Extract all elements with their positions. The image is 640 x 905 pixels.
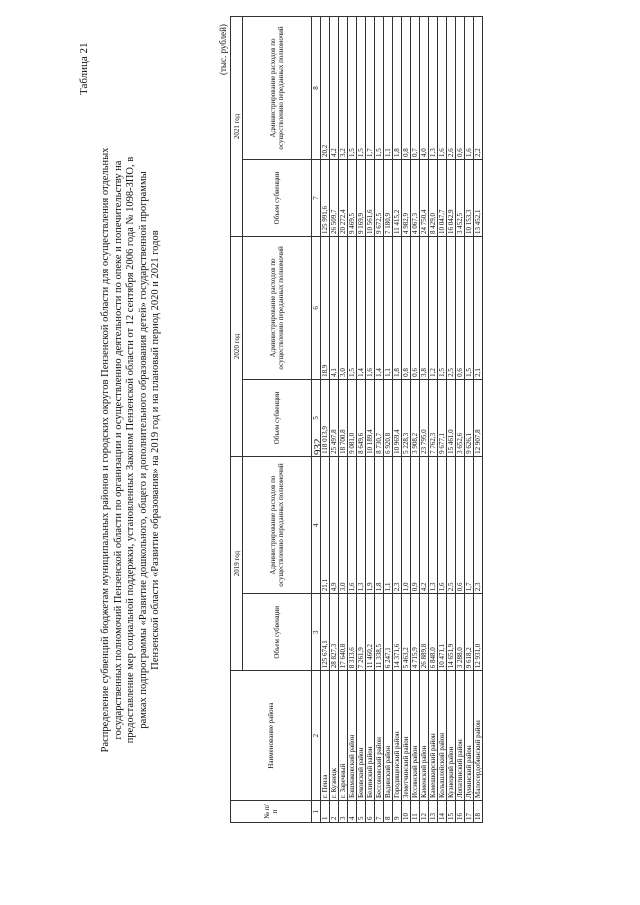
- col-number: 8: [312, 17, 321, 160]
- header-year-2020: 2020 год: [231, 236, 243, 456]
- volume-2019: 7 261,9: [357, 594, 366, 671]
- admin-2021: 1,1: [384, 17, 393, 160]
- row-number: 11: [411, 801, 420, 823]
- admin-2021: 1,6: [465, 17, 474, 160]
- col-number: 4: [312, 456, 321, 593]
- volume-2020: 10 189,4: [366, 379, 375, 456]
- admin-2019: 4,2: [420, 456, 429, 593]
- admin-2020: 1,4: [375, 236, 384, 379]
- header-num: № п/п: [231, 801, 312, 823]
- volume-2020: 8 730,7: [375, 379, 384, 456]
- admin-2020: 1,5: [438, 236, 447, 379]
- volume-2019: 12 931,0: [474, 594, 483, 671]
- admin-2020: 1,1: [384, 236, 393, 379]
- admin-2019: 2,3: [393, 456, 402, 593]
- admin-2021: 1,8: [393, 17, 402, 160]
- volume-2019: 9 618,2: [465, 594, 474, 671]
- table-row: [321, 17, 330, 823]
- header-volume-2021: Объем субвенции: [243, 159, 312, 236]
- district-name: Колышлейский район: [438, 671, 447, 801]
- volume-2021: 13 452,1: [474, 159, 483, 236]
- row-number: 2: [330, 801, 339, 823]
- admin-2021: 3,2: [339, 17, 348, 160]
- district-name: Каменский район: [420, 671, 429, 801]
- header-admin-2019: Администрирование расходов по осуществлению переданных полномочий: [243, 456, 312, 593]
- admin-2020: 0,6: [456, 236, 465, 379]
- admin-2020: 2,1: [474, 236, 483, 379]
- volume-2019: 14 371,6: [393, 594, 402, 671]
- table-row: [339, 17, 348, 823]
- volume-2019: 125 674,1: [321, 594, 330, 671]
- admin-2019: 2,5: [447, 456, 456, 593]
- admin-2019: 2,3: [474, 456, 483, 593]
- header-admin-2021: Администрирование расходов по осуществлению переданных полномочий: [243, 17, 312, 160]
- volume-2020: 9 626,1: [465, 379, 474, 456]
- row-number: 5: [357, 801, 366, 823]
- admin-2020: 3,8: [420, 236, 429, 379]
- admin-2021: 0,6: [456, 17, 465, 160]
- admin-2020: 1,5: [348, 236, 357, 379]
- row-number: 9: [393, 801, 402, 823]
- volume-2020: 12 907,8: [474, 379, 483, 456]
- district-name: г. Пенза: [321, 671, 330, 801]
- row-number: 10: [402, 801, 411, 823]
- table-row: [456, 17, 465, 823]
- volume-2019: 28 827,3: [330, 594, 339, 671]
- district-name: Белинский район: [366, 671, 375, 801]
- row-number: 1: [321, 801, 330, 823]
- row-number: 14: [438, 801, 447, 823]
- volume-2021: 9 469,5: [348, 159, 357, 236]
- header-volume-2020: Объем субвенции: [243, 379, 312, 456]
- col-number: 7: [312, 159, 321, 236]
- volume-2020: 15 461,0: [447, 379, 456, 456]
- admin-2020: 1,8: [393, 236, 402, 379]
- admin-2021: 0,8: [402, 17, 411, 160]
- volume-2021: 9 169,9: [357, 159, 366, 236]
- district-name: г. Заречный: [339, 671, 348, 801]
- header-district: Наименование района: [231, 671, 312, 801]
- admin-2019: 1,3: [429, 456, 438, 593]
- admin-2020: 1,5: [465, 236, 474, 379]
- volume-2021: 3 452,5: [456, 159, 465, 236]
- volume-2019: 4 715,9: [411, 594, 420, 671]
- volume-2021: 10 047,7: [438, 159, 447, 236]
- table-row: [411, 17, 420, 823]
- table-row: [429, 17, 438, 823]
- district-name: г. Кузнецк: [330, 671, 339, 801]
- admin-2019: 1,6: [438, 456, 447, 593]
- document-title: Распределение субвенций бюджетам муниципальных районов и городских округов Пензенской области для осуществления отдельных государственных полномочий Пензенской области по организации и осуществлению деятельности по опеке и попечительству на предоставление мер социальной поддержки, установленных Законом Пензенской области от 12 сентября 2006 года № 1098-ЗПО, в рамках подпрограммы «Развитие дошкольного, общего и дополнительного образования детей» государственной программы Пензенской области «Развитие образования» на 2019 год и на плановый период 2020 и 2021 годов: [100, 147, 162, 753]
- table-row: [375, 17, 384, 823]
- volume-2019: 14 651,9: [447, 594, 456, 671]
- volume-2021: 8 429,0: [429, 159, 438, 236]
- table-row: [384, 17, 393, 823]
- admin-2021: 2,2: [474, 17, 483, 160]
- volume-2021: 7 180,9: [384, 159, 393, 236]
- header-row-years: [231, 17, 243, 823]
- admin-2019: 1,0: [402, 456, 411, 593]
- district-name: Иссинский район: [411, 671, 420, 801]
- admin-2021: 1,7: [366, 17, 375, 160]
- col-number: 6: [312, 236, 321, 379]
- volume-2019: 17 640,8: [339, 594, 348, 671]
- district-name: Лопатинский район: [456, 671, 465, 801]
- table-row: [474, 17, 483, 823]
- admin-2021: 4,0: [420, 17, 429, 160]
- admin-2020: 4,1: [330, 236, 339, 379]
- row-number: 13: [429, 801, 438, 823]
- volume-2021: 20 272,4: [339, 159, 348, 236]
- admin-2020: 2,5: [447, 236, 456, 379]
- admin-2020: 1,6: [366, 236, 375, 379]
- district-name: Башмаковский район: [348, 671, 357, 801]
- volume-2020: 9 677,1: [438, 379, 447, 456]
- volume-2021: 4 067,3: [411, 159, 420, 236]
- volume-2019: 26 889,8: [420, 594, 429, 671]
- volume-2021: 26 509,7: [330, 159, 339, 236]
- volume-2020: 18 700,8: [339, 379, 348, 456]
- admin-2021: 2,6: [447, 17, 456, 160]
- district-name: Вадинский район: [384, 671, 393, 801]
- col-number: 5: [312, 379, 321, 456]
- row-number: 4: [348, 801, 357, 823]
- volume-2019: 8 313,6: [348, 594, 357, 671]
- table-row: [447, 17, 456, 823]
- admin-2021: 20,2: [321, 17, 330, 160]
- row-number: 16: [456, 801, 465, 823]
- table-body: [321, 17, 483, 823]
- district-name: Кузнецкий район: [447, 671, 456, 801]
- admin-2019: 1,6: [348, 456, 357, 593]
- volume-2019: 5 463,2: [402, 594, 411, 671]
- table-row: [330, 17, 339, 823]
- district-name: Малосердобинский район: [474, 671, 483, 801]
- volume-2021: 9 672,5: [375, 159, 384, 236]
- admin-2019: 1,8: [375, 456, 384, 593]
- volume-2021: 4 982,9: [402, 159, 411, 236]
- units-label: (тыс. рублей): [218, 24, 228, 75]
- volume-2020: 9 081,0: [348, 379, 357, 456]
- table-row: [438, 17, 447, 823]
- row-number: 15: [447, 801, 456, 823]
- admin-2020: 1,2: [429, 236, 438, 379]
- admin-2019: 4,9: [330, 456, 339, 593]
- header-admin-2020: Администрирование расходов по осуществлению переданных полномочий: [243, 236, 312, 379]
- table-row: [420, 17, 429, 823]
- header-year-2021: 2021 год: [231, 17, 243, 237]
- row-number: 3: [339, 801, 348, 823]
- table-row: [465, 17, 474, 823]
- row-number: 8: [384, 801, 393, 823]
- table-row: [357, 17, 366, 823]
- column-number-row: [312, 17, 321, 823]
- table-row: [348, 17, 357, 823]
- table-label: Таблица 21: [78, 42, 90, 95]
- header-year-2019: 2019 год: [231, 456, 243, 670]
- volume-2020: 25 497,8: [330, 379, 339, 456]
- volume-2019: 10 471,1: [438, 594, 447, 671]
- header-volume-2019: Объем субвенции: [243, 594, 312, 671]
- admin-2019: 1,3: [357, 456, 366, 593]
- volume-2020: 3 652,6: [456, 379, 465, 456]
- row-number: 17: [465, 801, 474, 823]
- volume-2020: 7 762,3: [429, 379, 438, 456]
- admin-2020: 3,0: [339, 236, 348, 379]
- volume-2021: 11 415,2: [393, 159, 402, 236]
- admin-2020: 0,8: [402, 236, 411, 379]
- subvention-table: [230, 16, 483, 823]
- table-row: [402, 17, 411, 823]
- volume-2021: 24 750,4: [420, 159, 429, 236]
- volume-2020: 23 795,0: [420, 379, 429, 456]
- admin-2020: 0,6: [411, 236, 420, 379]
- col-number: 2: [312, 671, 321, 801]
- row-number: 18: [474, 801, 483, 823]
- volume-2021: 10 561,6: [366, 159, 375, 236]
- district-name: Бековский район: [357, 671, 366, 801]
- volume-2020: 8 649,6: [357, 379, 366, 456]
- admin-2021: 1,3: [429, 17, 438, 160]
- admin-2019: 1,9: [366, 456, 375, 593]
- admin-2019: 1,7: [465, 456, 474, 593]
- district-name: Бессоновский район: [375, 671, 384, 801]
- col-number: 1: [312, 801, 321, 823]
- volume-2019: 3 288,0: [456, 594, 465, 671]
- admin-2021: 1,6: [438, 17, 447, 160]
- district-name: Городищенский район: [393, 671, 402, 801]
- volume-2019: 11 338,5: [375, 594, 384, 671]
- admin-2019: 21,1: [321, 456, 330, 593]
- col-number: 3: [312, 594, 321, 671]
- admin-2021: 4,2: [330, 17, 339, 160]
- volume-2020: 10 969,4: [393, 379, 402, 456]
- admin-2019: 0,6: [456, 456, 465, 593]
- volume-2021: 125 991,6: [321, 159, 330, 236]
- row-number: 7: [375, 801, 384, 823]
- volume-2020: 118 013,9: [321, 379, 330, 456]
- admin-2021: 1,5: [348, 17, 357, 160]
- district-name: Земетчинский район: [402, 671, 411, 801]
- admin-2020: 18,9: [321, 236, 330, 379]
- district-name: Лунинский район: [465, 671, 474, 801]
- volume-2021: 10 153,3: [465, 159, 474, 236]
- admin-2021: 0,7: [411, 17, 420, 160]
- row-number: 6: [366, 801, 375, 823]
- volume-2019: 6 247,1: [384, 594, 393, 671]
- admin-2019: 0,9: [411, 456, 420, 593]
- row-number: 12: [420, 801, 429, 823]
- admin-2021: 1,5: [357, 17, 366, 160]
- table-row: [366, 17, 375, 823]
- admin-2020: 1,4: [357, 236, 366, 379]
- table-row: [393, 17, 402, 823]
- district-name: Камешкирский район: [429, 671, 438, 801]
- admin-2019: 3,0: [339, 456, 348, 593]
- volume-2020: 6 920,8: [384, 379, 393, 456]
- volume-2020: 3 908,2: [411, 379, 420, 456]
- volume-2019: 11 460,2: [366, 594, 375, 671]
- volume-2021: 16 042,9: [447, 159, 456, 236]
- volume-2020: 5 228,3: [402, 379, 411, 456]
- admin-2021: 1,5: [375, 17, 384, 160]
- admin-2019: 1,1: [384, 456, 393, 593]
- page-number: 932: [312, 438, 324, 455]
- volume-2019: 6 848,0: [429, 594, 438, 671]
